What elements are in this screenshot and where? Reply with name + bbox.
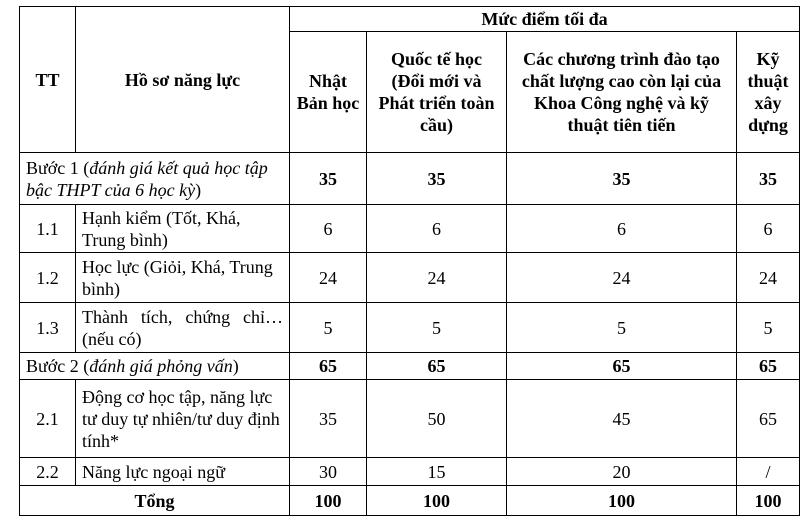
row-criterion: Năng lực ngoại ngữ — [76, 458, 290, 486]
row-score: 6 — [737, 205, 800, 253]
total-score: 100 — [290, 486, 367, 516]
table-row — [20, 380, 800, 458]
step2-score: 65 — [507, 353, 737, 380]
table-row-total — [20, 486, 800, 516]
header-tt: TT — [20, 7, 76, 153]
step1-score: 35 — [507, 153, 737, 205]
step1-score: 35 — [737, 153, 800, 205]
step2-score: 65 — [367, 353, 507, 380]
total-label: Tổng — [20, 486, 290, 516]
header-max-score: Mức điểm tối đa — [290, 7, 800, 32]
row-number: 1.2 — [20, 253, 76, 303]
row-number: 2.2 — [20, 458, 76, 486]
row-score: 24 — [507, 253, 737, 303]
row-criterion: Thành tích, chứng chỉ… (nếu có) — [76, 303, 290, 353]
step2-description: đánh giá phỏng vấn — [89, 356, 233, 376]
row-score: 5 — [367, 303, 507, 353]
table-row — [20, 205, 800, 253]
header-program-civil-engineering: Kỹ thuật xây dựng — [737, 32, 800, 153]
header-program-international-studies: Quốc tế học (Đổi mới và Phát triển toàn cầu) — [367, 32, 507, 153]
header-program-high-quality: Các chương trình đào tạo chất lượng cao còn lại của Khoa Công nghệ và kỹ thuật tiên tiến — [507, 32, 737, 153]
row-score: 65 — [737, 380, 800, 458]
step1-label: Bước 1 (đánh giá kết quả học tập bậc THPT của 6 học kỳ) — [20, 153, 290, 205]
total-score: 100 — [737, 486, 800, 516]
step2-score: 65 — [290, 353, 367, 380]
total-score: 100 — [507, 486, 737, 516]
row-score: 5 — [507, 303, 737, 353]
table-row — [20, 253, 800, 303]
row-score: 6 — [367, 205, 507, 253]
row-score: 5 — [737, 303, 800, 353]
step2-label: Bước 2 (đánh giá phỏng vấn) — [20, 353, 290, 380]
total-score: 100 — [367, 486, 507, 516]
row-score: 30 — [290, 458, 367, 486]
row-score: 20 — [507, 458, 737, 486]
row-number: 2.1 — [20, 380, 76, 458]
row-score: 15 — [367, 458, 507, 486]
table-row — [20, 458, 800, 486]
row-score: 35 — [290, 380, 367, 458]
step1-description: đánh giá kết quả học tập bậc THPT của 6 học kỳ — [26, 157, 268, 200]
row-number: 1.1 — [20, 205, 76, 253]
row-score: / — [737, 458, 800, 486]
row-score: 24 — [367, 253, 507, 303]
step2-score: 65 — [737, 353, 800, 380]
step1-score: 35 — [367, 153, 507, 205]
row-number: 1.3 — [20, 303, 76, 353]
row-score: 24 — [290, 253, 367, 303]
header-profile: Hồ sơ năng lực — [76, 7, 290, 153]
row-score: 5 — [290, 303, 367, 353]
score-table — [19, 6, 800, 516]
row-criterion: Hạnh kiểm (Tốt, Khá, Trung bình) — [76, 205, 290, 253]
table-row — [20, 303, 800, 353]
row-score: 50 — [367, 380, 507, 458]
row-score: 24 — [737, 253, 800, 303]
row-score: 6 — [290, 205, 367, 253]
table-row-step2 — [20, 353, 800, 380]
step1-score: 35 — [290, 153, 367, 205]
row-score: 45 — [507, 380, 737, 458]
table-row-step1 — [20, 153, 800, 205]
row-criterion: Học lực (Giỏi, Khá, Trung bình) — [76, 253, 290, 303]
row-criterion: Động cơ học tập, năng lực tư duy tự nhiên/tư duy định tính* — [76, 380, 290, 458]
row-score: 6 — [507, 205, 737, 253]
header-program-japanese-studies: Nhật Bản học — [290, 32, 367, 153]
